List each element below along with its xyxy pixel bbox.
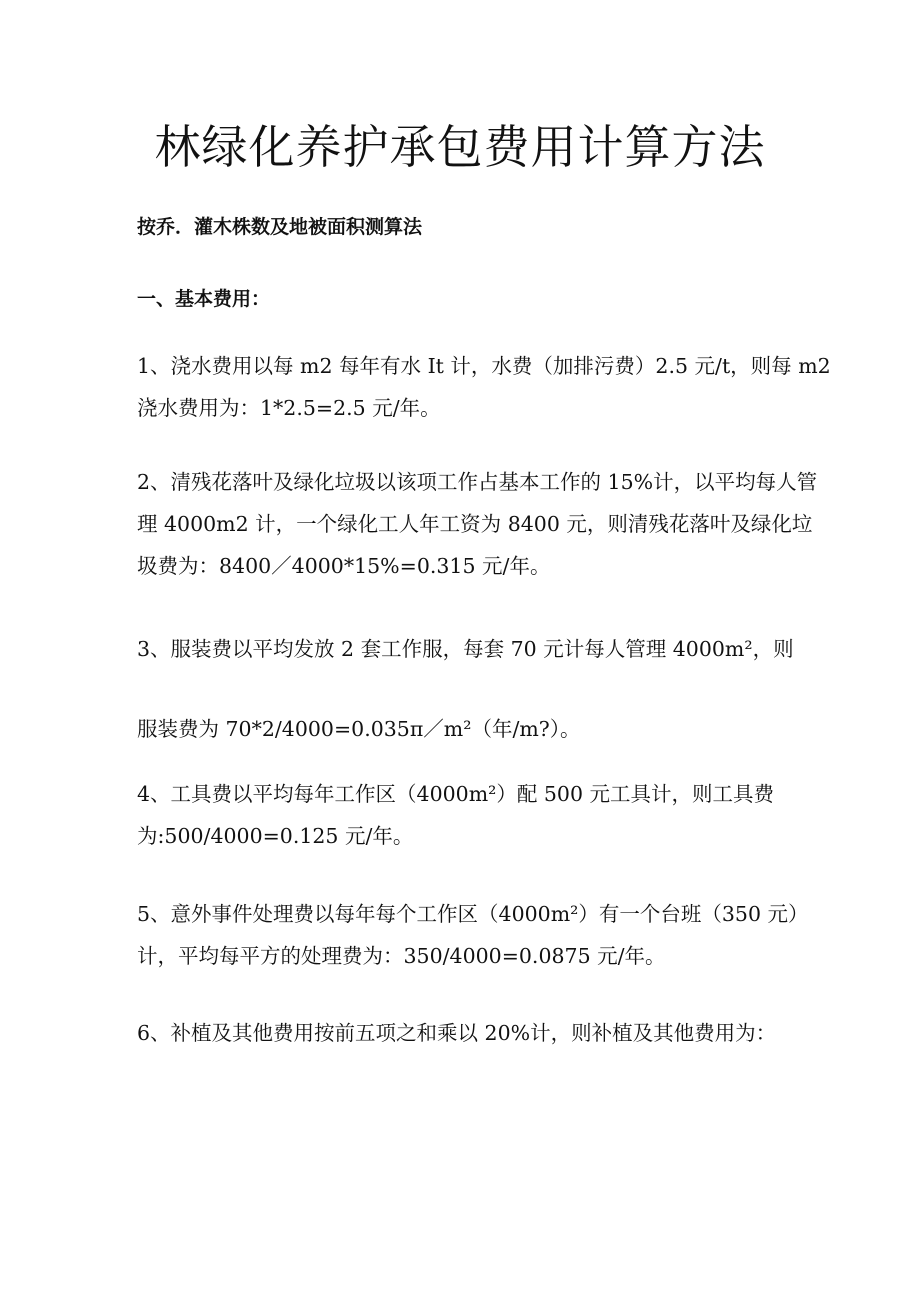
page-title: 林绿化养护承包费用计算方法 (154, 120, 766, 174)
paragraph-line: 理 4000m2 计，一个绿化工人年工资为 8400 元，则清残花落叶及绿化垃 (137, 512, 813, 536)
paragraph-line: 服装费为 70*2/4000=0.035π／m²（年/m?）。 (137, 717, 581, 741)
paragraph-uniform-cost (137, 708, 797, 750)
method-subtitle: 按乔．灌木株数及地被面积测算法 (137, 216, 423, 238)
section-heading: 一、基本费用： (137, 288, 271, 310)
paragraph-cleaning (137, 461, 818, 587)
paragraph-line: 1、浇水费用以每 m2 每年有水 It 计，水费（加排污费）2.5 元/t，则每 m2 (137, 354, 831, 378)
paragraph-line: 3、服装费以平均发放 2 套工作服，每套 70 元计每人管理 4000m²，则 (137, 637, 794, 661)
paragraph-accidents (137, 893, 809, 977)
paragraph-replanting (137, 1012, 797, 1054)
paragraph-line: 6、补植及其他费用按前五项之和乘以 20%计，则补植及其他费用为： (137, 1021, 777, 1045)
paragraph-line: 为:500/4000=0.125 元/年。 (137, 824, 414, 848)
paragraph-uniform (137, 628, 797, 670)
paragraph-line: 圾费为：8400／4000*15%=0.315 元/年。 (137, 554, 551, 578)
paragraph-line: 5、意外事件处理费以每年每个工作区（4000m²）有一个台班（350 元） (137, 902, 809, 926)
paragraph-line: 计，平均每平方的处理费为：350/4000=0.0875 元/年。 (137, 944, 666, 968)
paragraph-line: 浇水费用为：1*2.5=2.5 元/年。 (137, 396, 441, 420)
paragraph-line: 4、工具费以平均每年工作区（4000m²）配 500 元工具计，则工具费 (137, 782, 775, 806)
paragraph-tools (137, 773, 797, 857)
paragraph-line: 2、清残花落叶及绿化垃圾以该项工作占基本工作的 15%计，以平均每人管 (137, 470, 818, 494)
paragraph-watering (137, 345, 831, 429)
